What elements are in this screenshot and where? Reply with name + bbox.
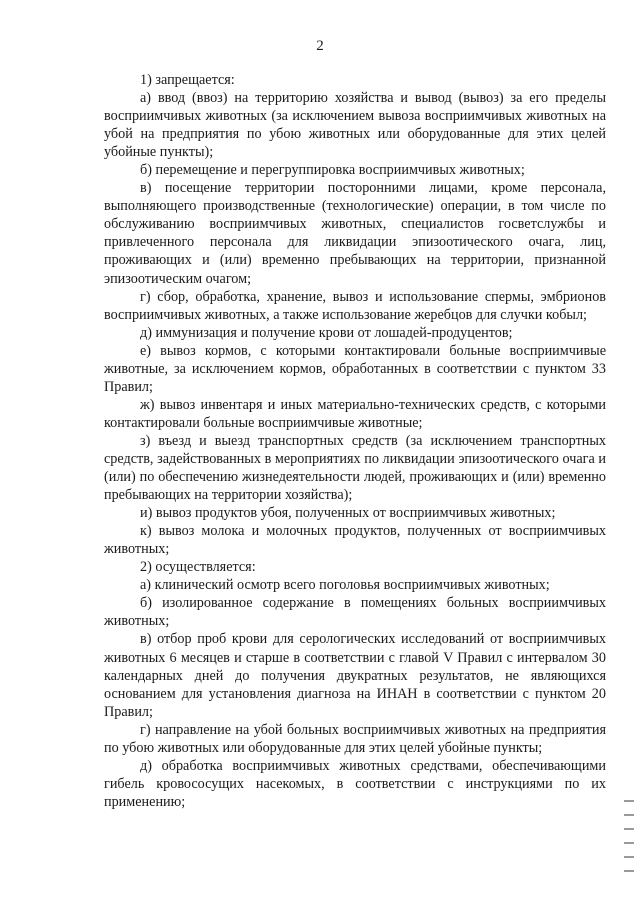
scan-mark: [624, 842, 634, 844]
paragraph-item-k: к) вывоз молока и молочных продуктов, полученных от восприимчивых животных;: [104, 523, 606, 558]
scan-mark: [624, 814, 634, 816]
paragraph-item-v2: в) отбор проб крови для серологических исследований от восприимчивых животных 6 месяцев и старше в соответствии с главой V Правил с интервалом 30 календарных дней до получения двукратных результатов, не являющихся основанием для установления диагноза на ИНАН в соответствии с пунктом 20 Правил;: [104, 631, 606, 720]
paragraph-performed-heading: 2) осуществляется:: [140, 559, 256, 576]
scan-mark: [624, 856, 634, 858]
paragraph-item-g: г) сбор, обработка, хранение, вывоз и использование спермы, эмбрионов восприимчивых животных, а также использование жеребцов для случки кобыл;: [104, 288, 606, 323]
paragraph-item-a: а) ввод (ввоз) на территорию хозяйства и вывод (вывоз) за его пределы восприимчивых животных (за исключением вывоза восприимчивых животных на убой на предприятия по убою животных или оборудованные для этих целей убойные пункты);: [104, 90, 606, 161]
paragraph-item-i: и) вывоз продуктов убоя, полученных от восприимчивых животных;: [140, 505, 556, 522]
paragraph-item-a2: а) клинический осмотр всего поголовья восприимчивых животных;: [140, 577, 550, 594]
scan-mark: [624, 800, 634, 802]
document-body: [104, 71, 606, 811]
scan-edge-marks: [624, 800, 638, 884]
paragraph-item-d: д) иммунизация и получение крови от лошадей-продуцентов;: [140, 324, 513, 341]
scan-mark: [624, 870, 634, 872]
paragraph-item-zh: ж) вывоз инвентаря и иных материально-технических средств, с которыми контактировали больные восприимчивые животные;: [104, 396, 606, 431]
paragraph-item-b2: б) изолированное содержание в помещениях больных восприимчивых животных;: [104, 595, 606, 630]
paragraph-item-g2: г) направление на убой больных восприимчивых животных на предприятия по убою животных или оборудованные для этих целей убойные пункты;: [104, 721, 606, 756]
scan-mark: [624, 828, 634, 830]
paragraph-item-z: з) въезд и выезд транспортных средств (за исключением транспортных средств, задействованных в мероприятиях по ликвидации эпизоотического очага и (или) по обеспечению жизнедеятельности людей, проживающих и (или) временно пребывающих на территории хозяйства);: [104, 432, 606, 504]
paragraph-item-e: е) вывоз кормов, с которыми контактировали больные восприимчивые животные, за исключением кормов, обработанных в соответствии с пунктом 33 Правил;: [104, 342, 606, 395]
page-number: 2: [316, 38, 324, 54]
paragraph-prohibited-heading: 1) запрещается:: [140, 72, 235, 88]
paragraph-item-d2: д) обработка восприимчивых животных средствами, обеспечивающими гибель кровососущих насекомых, в соответствии с инструкциями по их применению;: [104, 757, 606, 810]
paragraph-item-v: в) посещение территории посторонними лицами, кроме персонала, выполняющего производственные (технологические) операции, в том числе по обслуживанию восприимчивых животных, специалистов госветслужбы и привлеченного персонала для ликвидации эпизоотического очага, лиц, проживающих и (или) временно пребывающих на территории, признанной эпизоотическим очагом;: [104, 180, 606, 287]
paragraph-item-b: б) перемещение и перегруппировка восприимчивых животных;: [140, 162, 525, 179]
